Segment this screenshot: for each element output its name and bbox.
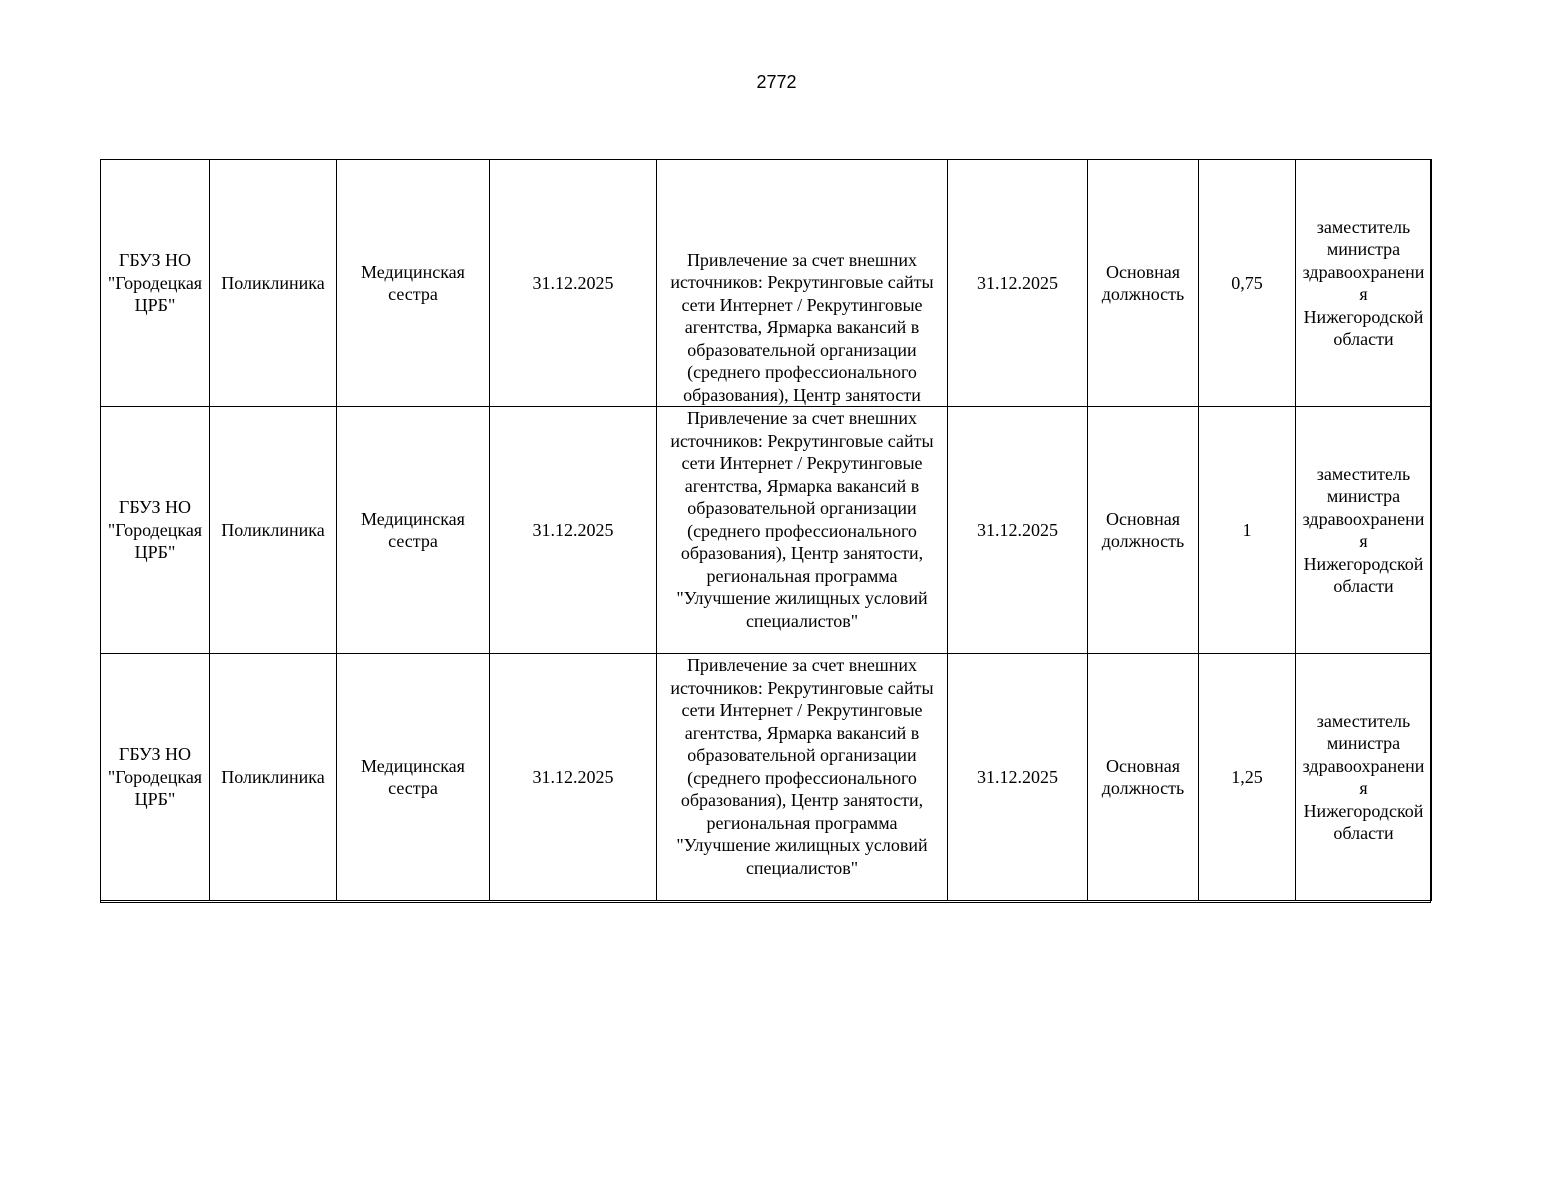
org-cell: ГБУЗ НО "Городецкая ЦРБ" bbox=[101, 654, 210, 901]
job-type-cell: Основная должность bbox=[1088, 160, 1199, 407]
unit-cell: Поликлиника bbox=[210, 407, 337, 654]
unit-cell: Поликлиника bbox=[210, 654, 337, 901]
vacancy-table bbox=[100, 159, 1432, 901]
responsible-cell: заместитель министра здравоохранения Нижегородской области bbox=[1296, 407, 1432, 654]
date-cell: 31.12.2025 bbox=[490, 654, 657, 901]
rate-cell: 1,25 bbox=[1199, 654, 1296, 901]
table-row bbox=[101, 654, 1432, 901]
method-cell: Привлечение за счет внешних источников: Рекрутинговые сайты сети Интернет / Рекрутинговые агентства, Ярмарка вакансий в образовательной организации (среднего профессионального образования), Центр занятости, региональная программа "Улучшение жилищных условий специалистов" bbox=[657, 654, 948, 901]
org-cell: ГБУЗ НО "Городецкая ЦРБ" bbox=[101, 407, 210, 654]
position-cell: Медицинская сестра bbox=[337, 160, 490, 407]
unit-cell: Поликлиника bbox=[210, 160, 337, 407]
responsible-cell: заместитель министра здравоохранения Нижегородской области bbox=[1296, 160, 1432, 407]
date-cell: 31.12.2025 bbox=[948, 654, 1088, 901]
date-cell: 31.12.2025 bbox=[948, 160, 1088, 407]
responsible-cell: заместитель министра здравоохранения Нижегородской области bbox=[1296, 654, 1432, 901]
table-row bbox=[101, 160, 1432, 407]
job-type-cell: Основная должность bbox=[1088, 407, 1199, 654]
method-cell: Привлечение за счет внешних источников: Рекрутинговые сайты сети Интернет / Рекрутинговые агентства, Ярмарка вакансий в образовательной организации (среднего профессионального образования), Центр занятости bbox=[657, 160, 948, 407]
date-cell: 31.12.2025 bbox=[948, 407, 1088, 654]
table-row bbox=[101, 407, 1432, 654]
position-cell: Медицинская сестра bbox=[337, 407, 490, 654]
method-cell: Привлечение за счет внешних источников: Рекрутинговые сайты сети Интернет / Рекрутинговые агентства, Ярмарка вакансий в образовательной организации (среднего профессионального образования), Центр занятости, региональная программа "Улучшение жилищных условий специалистов" bbox=[657, 407, 948, 654]
rate-cell: 0,75 bbox=[1199, 160, 1296, 407]
date-cell: 31.12.2025 bbox=[490, 407, 657, 654]
date-cell: 31.12.2025 bbox=[490, 160, 657, 407]
position-cell: Медицинская сестра bbox=[337, 654, 490, 901]
rate-cell: 1 bbox=[1199, 407, 1296, 654]
org-cell: ГБУЗ НО "Городецкая ЦРБ" bbox=[101, 160, 210, 407]
page-number: 2772 bbox=[756, 72, 797, 92]
job-type-cell: Основная должность bbox=[1088, 654, 1199, 901]
